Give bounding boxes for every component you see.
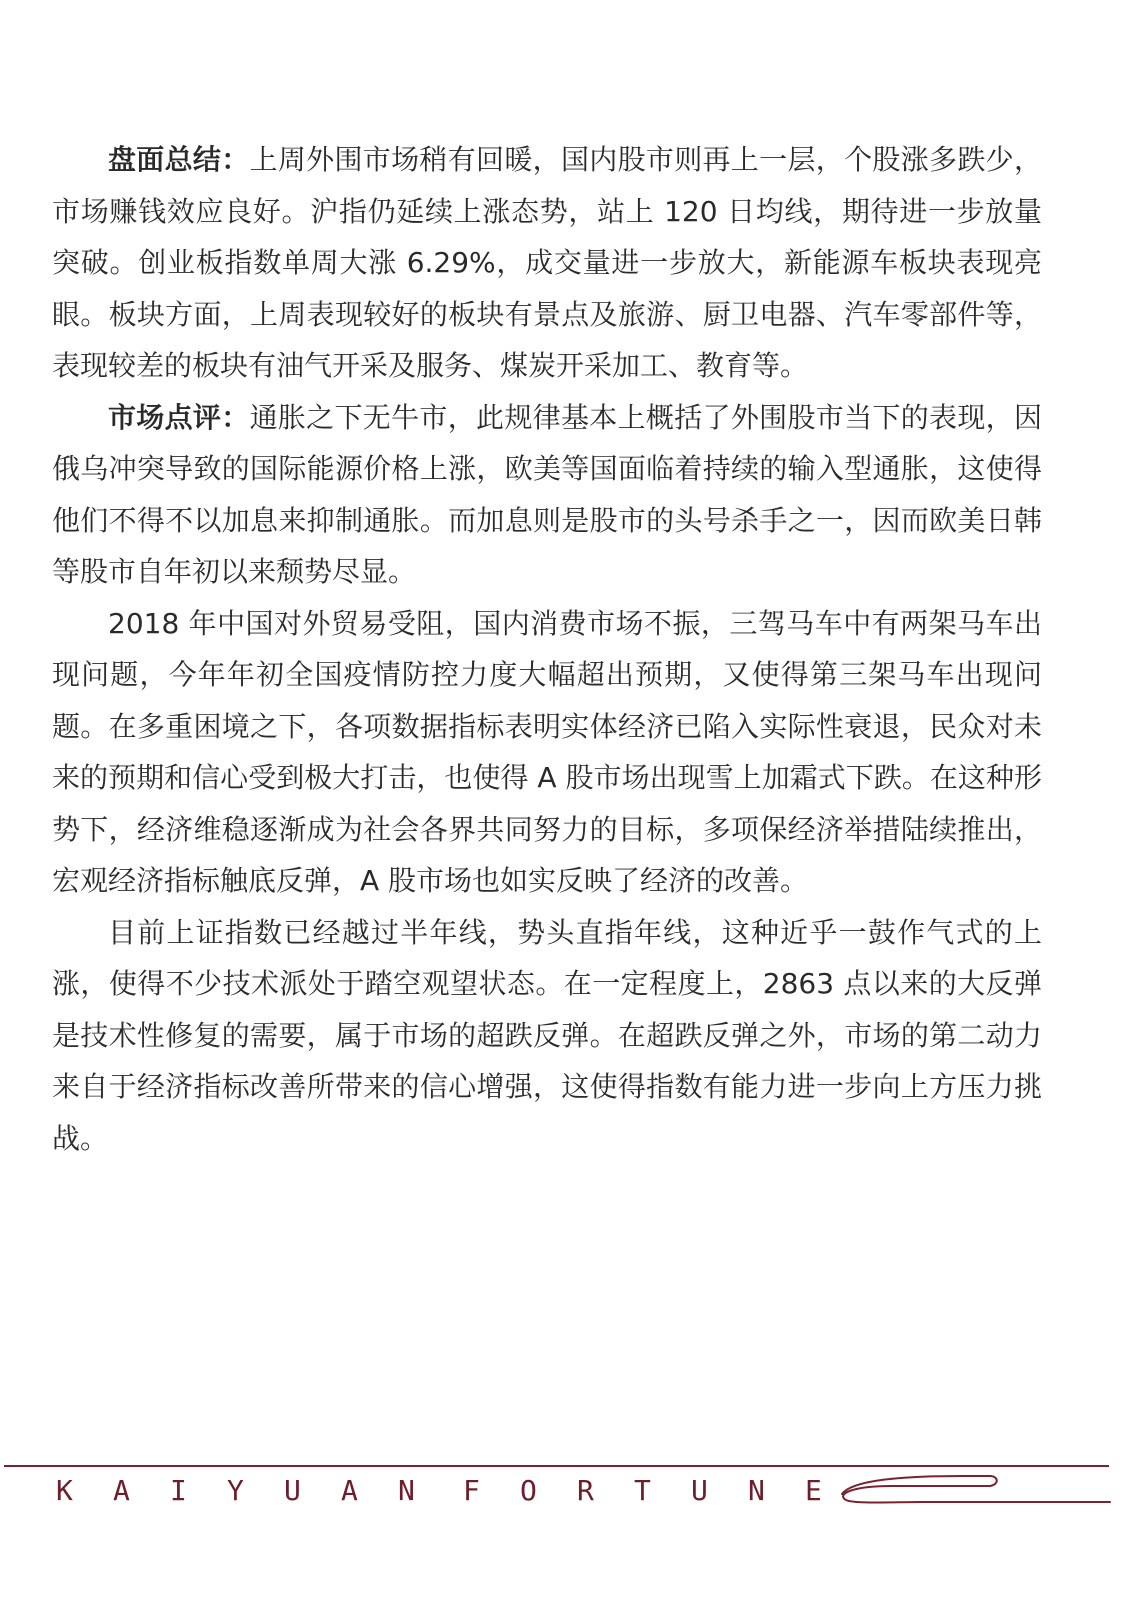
brand-letter: I [170, 1474, 187, 1507]
brand-letter: N [398, 1474, 415, 1507]
brand-letter: R [577, 1474, 594, 1507]
brand-letter: O [520, 1474, 537, 1507]
paragraph-lead: 盘面总结： [108, 143, 250, 176]
brand-letter: K [56, 1474, 73, 1507]
paragraph-text: 2018 年中国对外贸易受阻，国内消费市场不振，三驾马车中有两架马车出现问题，今年年初全国疫情防控力度大幅超出预期，又使得第三架马车出现问题。在多重困境之下，各项数据指标表明实体经济已陷入实际性衰退，民众对未来的预期和信心受到极大打击，也使得 A 股市场出现雪上加霜式下跌。在这种形势下，经济维稳逐渐成为社会各界共同努力的目标，多项保经济举措陆续推出，宏观经济指标触底反弹，A 股市场也如实反映了经济的改善。 [52, 606, 1042, 897]
paragraph-outlook [52, 907, 1042, 1165]
brand-letter: E [805, 1474, 822, 1507]
brand-letter: A [113, 1474, 130, 1507]
brand-letter: U [284, 1474, 301, 1507]
brand-wordmark [56, 1474, 862, 1508]
article-body [52, 134, 1042, 1164]
brand-letter: U [691, 1474, 708, 1507]
paragraph-text: 目前上证指数已经越过半年线，势头直指年线，这种近乎一鼓作气式的上涨，使得不少技术派处于踏空观望状态。在一定程度上，2863 点以来的大反弹是技术性修复的需要，属于市场的超跌反弹。在超跌反弹之外，市场的第二动力来自于经济指标改善所带来的信心增强，这使得指数有能力进一步向上方压力挑战。 [52, 915, 1042, 1155]
brand-letter: N [748, 1474, 765, 1507]
brand-swoosh-icon [832, 1462, 1112, 1510]
paragraph-text: 上周外围市场稍有回暖，国内股市则再上一层，个股涨多跌少，市场赚钱效应良好。沪指仍延续上涨态势，站上 120 日均线，期待进一步放量突破。创业板指数单周大涨 6.29%，成交量进一步放大，新能源车板块表现亮眼。板块方面，上周表现较好的板块有景点及旅游、厨卫电器、汽车零部件等，表现较差的板块有油气开采及服务、煤炭开采加工、教育等。 [52, 143, 1042, 382]
paragraph-summary [52, 134, 1042, 392]
brand-letter: T [634, 1474, 651, 1507]
brand-letter: A [341, 1474, 358, 1507]
paragraph-lead: 市场点评： [108, 400, 250, 434]
paragraph-commentary [52, 392, 1042, 598]
brand-letter: F [463, 1474, 480, 1507]
brand-letter: Y [227, 1474, 244, 1507]
paragraph-2018 [52, 598, 1042, 907]
paragraph-text: 通胀之下无牛市，此规律基本上概括了外围股市当下的表现，因俄乌冲突导致的国际能源价格上涨，欧美等国面临着持续的输入型通胀，这使得他们不得不以加息来抑制通胀。而加息则是股市的头号杀手之一，因而欧美日韩等股市自年初以来颓势尽显。 [52, 400, 1042, 588]
